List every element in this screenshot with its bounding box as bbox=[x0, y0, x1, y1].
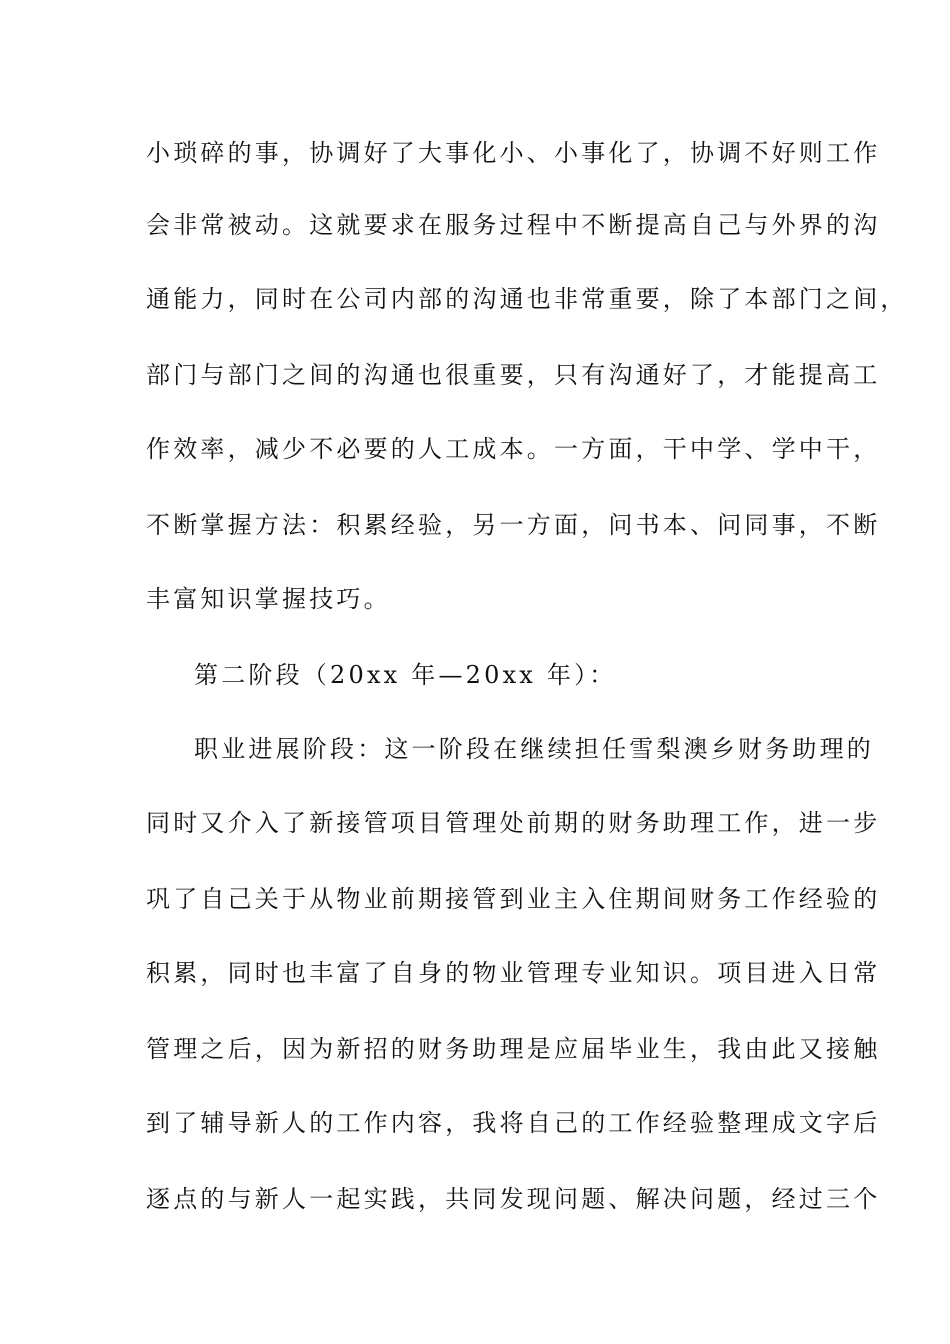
paragraph-line: 巩了自己关于从物业前期接管到业主入住期间财务工作经验的 bbox=[146, 885, 881, 913]
paragraph-line: 职业进展阶段：这一阶段在继续担任雪梨澳乡财务助理的 bbox=[194, 735, 874, 763]
paragraph-line: 不断掌握方法：积累经验，另一方面，问书本、问同事，不断 bbox=[146, 511, 881, 539]
paragraph-line: 会非常被动。这就要求在服务过程中不断提高自己与外界的沟 bbox=[146, 211, 881, 239]
paragraph-line: 到了辅导新人的工作内容，我将自己的工作经验整理成文字后 bbox=[146, 1109, 881, 1137]
paragraph-line: 管理之后，因为新招的财务助理是应届毕业生，我由此又接触 bbox=[146, 1035, 881, 1063]
section-heading: 第二阶段（20xx 年—20xx 年）： bbox=[194, 661, 617, 689]
paragraph-line: 作效率，减少不必要的人工成本。一方面，干中学、学中干， bbox=[146, 435, 881, 463]
paragraph-line: 同时又介入了新接管项目管理处前期的财务助理工作，进一步 bbox=[146, 809, 881, 837]
paragraph-line: 小琐碎的事，协调好了大事化小、小事化了，协调不好则工作 bbox=[146, 139, 881, 167]
paragraph-line: 部门与部门之间的沟通也很重要，只有沟通好了，才能提高工 bbox=[146, 361, 881, 389]
paragraph-line: 通能力，同时在公司内部的沟通也非常重要，除了本部门之间， bbox=[146, 285, 908, 313]
paragraph-line: 丰富知识掌握技巧。 bbox=[146, 585, 391, 613]
paragraph-line: 积累，同时也丰富了自身的物业管理专业知识。项目进入日常 bbox=[146, 959, 881, 987]
paragraph-line: 逐点的与新人一起实践，共同发现问题、解决问题，经过三个 bbox=[146, 1185, 881, 1213]
